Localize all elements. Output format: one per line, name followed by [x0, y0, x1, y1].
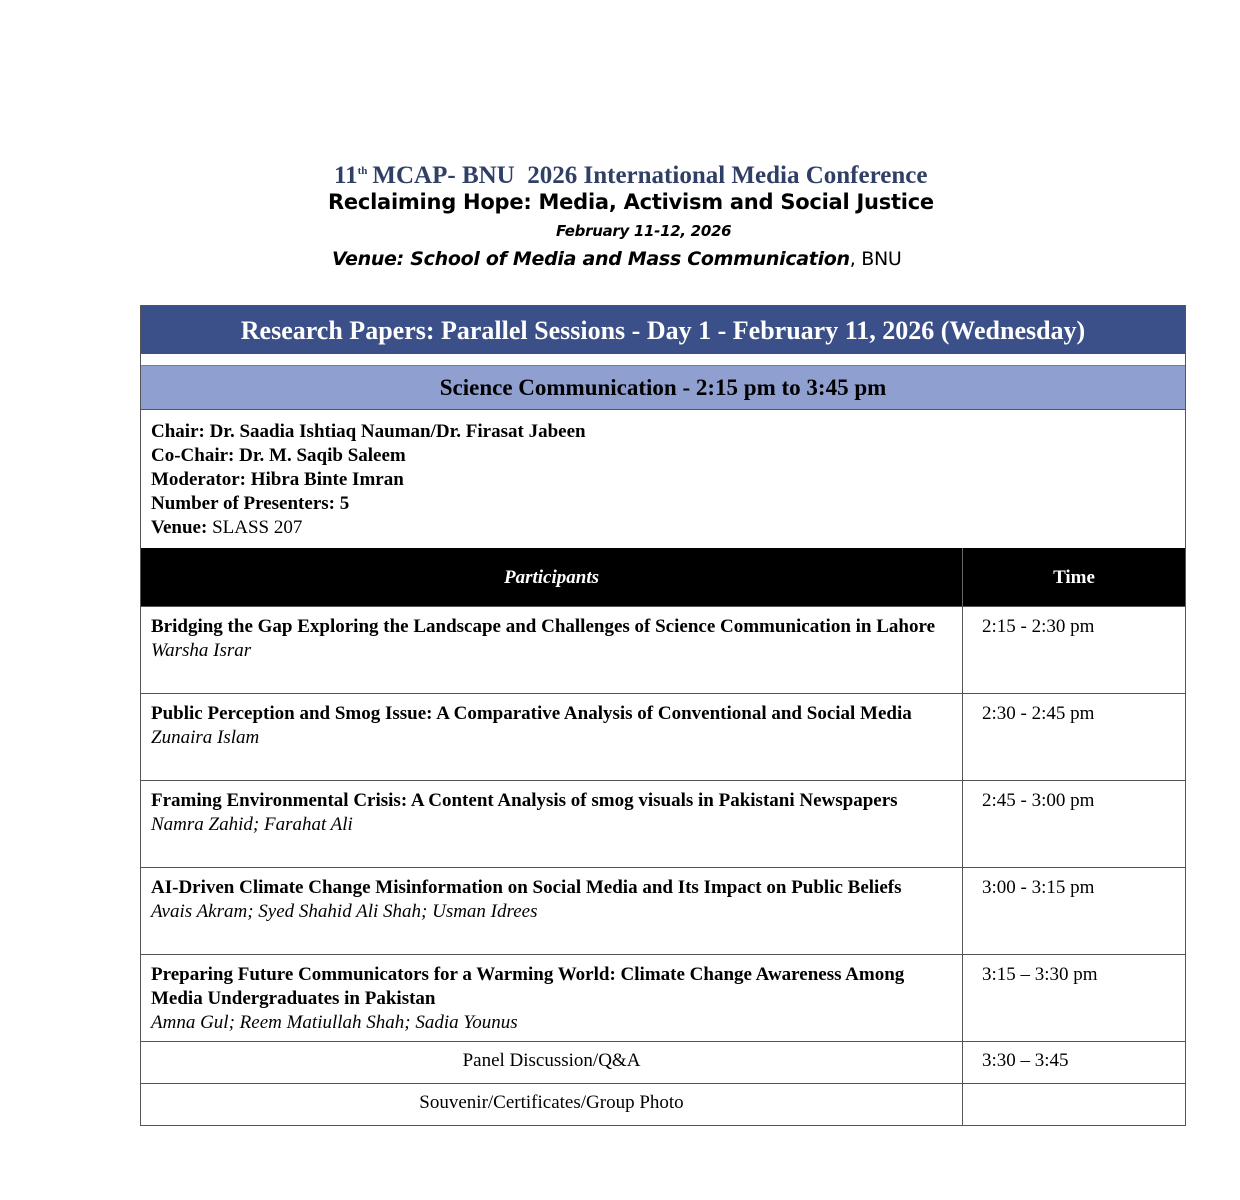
panel-discussion-label: Panel Discussion/Q&A: [141, 1042, 963, 1083]
table-row: [141, 867, 1185, 954]
presenters-line: [151, 492, 1175, 516]
time-cell: 2:45 - 3:00 pm: [982, 790, 1095, 811]
moderator-label: Moderator:: [151, 469, 246, 490]
time-cell: 3:00 - 3:15 pm: [982, 877, 1095, 898]
participant-cell: [141, 694, 963, 780]
moderator-value: Hibra Binte Imran: [250, 469, 404, 490]
moderator-line: [151, 468, 1175, 492]
conference-subtitle: Reclaiming Hope: Media, Activism and Social Justice: [328, 190, 934, 214]
chair-line: [151, 420, 1175, 444]
paper-authors: Namra Zahid; Farahat Ali: [151, 814, 353, 835]
table-row: [141, 606, 1185, 693]
paper-title: Public Perception and Smog Issue: A Comparative Analysis of Conventional and Social Media: [151, 703, 912, 724]
venue-label: Venue: School of Media and Mass Communication: [332, 248, 850, 270]
paper-title: Preparing Future Communicators for a Warming World: Climate Change Awareness Among Media Undergraduates in Pakistan: [151, 964, 905, 1009]
paper-authors: Zunaira Islam: [151, 727, 260, 748]
panel-discussion-time: 3:30 – 3:45: [982, 1050, 1069, 1071]
cochair-label: Co-Chair:: [151, 445, 235, 466]
cochair-value: Dr. M. Saqib Saleem: [239, 445, 406, 466]
participant-cell: [141, 955, 963, 1041]
closing-label: Souvenir/Certificates/Group Photo: [141, 1084, 963, 1125]
session-venue-value: SLASS 207: [212, 517, 303, 538]
paper-title: Bridging the Gap Exploring the Landscape and Challenges of Science Communication in Lahore: [151, 616, 936, 637]
paper-authors: Warsha Israr: [151, 640, 252, 661]
title-ordinal-suffix: th: [357, 165, 368, 177]
table-row: [141, 780, 1185, 867]
time-column-header: Time: [1053, 567, 1095, 588]
participant-cell: [141, 781, 963, 867]
time-cell: 2:15 - 2:30 pm: [982, 616, 1095, 637]
closing-time: [963, 1084, 1185, 1125]
chair-label: Chair:: [151, 421, 205, 442]
session-venue-label: Venue:: [151, 517, 208, 538]
venue-suffix: , BNU: [849, 248, 902, 270]
banner-spacer: [141, 354, 1185, 365]
panel-discussion-row: [141, 1041, 1185, 1083]
closing-row: [141, 1083, 1185, 1125]
participant-cell: [141, 868, 963, 954]
title-number: 11: [334, 162, 358, 189]
participants-column-header: Participants: [141, 548, 963, 606]
session-info-block: [141, 410, 1185, 548]
time-cell: 2:30 - 2:45 pm: [982, 703, 1095, 724]
session-title-bar: Science Communication - 2:15 pm to 3:45 pm: [141, 365, 1185, 410]
paper-authors: Avais Akram; Syed Shahid Ali Shah; Usman Idrees: [151, 901, 538, 922]
title-text: MCAP- BNU 2026 International Media Conference: [372, 162, 928, 189]
chair-value: Dr. Saadia Ishtiaq Nauman/Dr. Firasat Jabeen: [209, 421, 586, 442]
participant-cell: [141, 607, 963, 693]
cochair-line: [151, 444, 1175, 468]
session-schedule-table: [140, 305, 1186, 1126]
day-banner: Research Papers: Parallel Sessions - Day 1 - February 11, 2026 (Wednesday): [141, 306, 1185, 354]
table-row: [141, 954, 1185, 1041]
paper-authors: Amna Gul; Reem Matiullah Shah; Sadia Younus: [151, 1012, 518, 1033]
conference-venue: [332, 244, 902, 274]
paper-title: AI-Driven Climate Change Misinformation on Social Media and Its Impact on Public Beliefs: [151, 877, 902, 898]
time-cell: 3:15 – 3:30 pm: [982, 964, 1098, 985]
session-venue-line: [151, 516, 1175, 540]
table-row: [141, 693, 1185, 780]
conference-dates: February 11-12, 2026: [556, 222, 732, 240]
presenters-value: 5: [339, 493, 350, 514]
table-header-row: [141, 548, 1185, 606]
presenters-label: Number of Presenters:: [151, 493, 335, 514]
paper-title: Framing Environmental Crisis: A Content Analysis of smog visuals in Pakistani Newspapers: [151, 790, 898, 811]
